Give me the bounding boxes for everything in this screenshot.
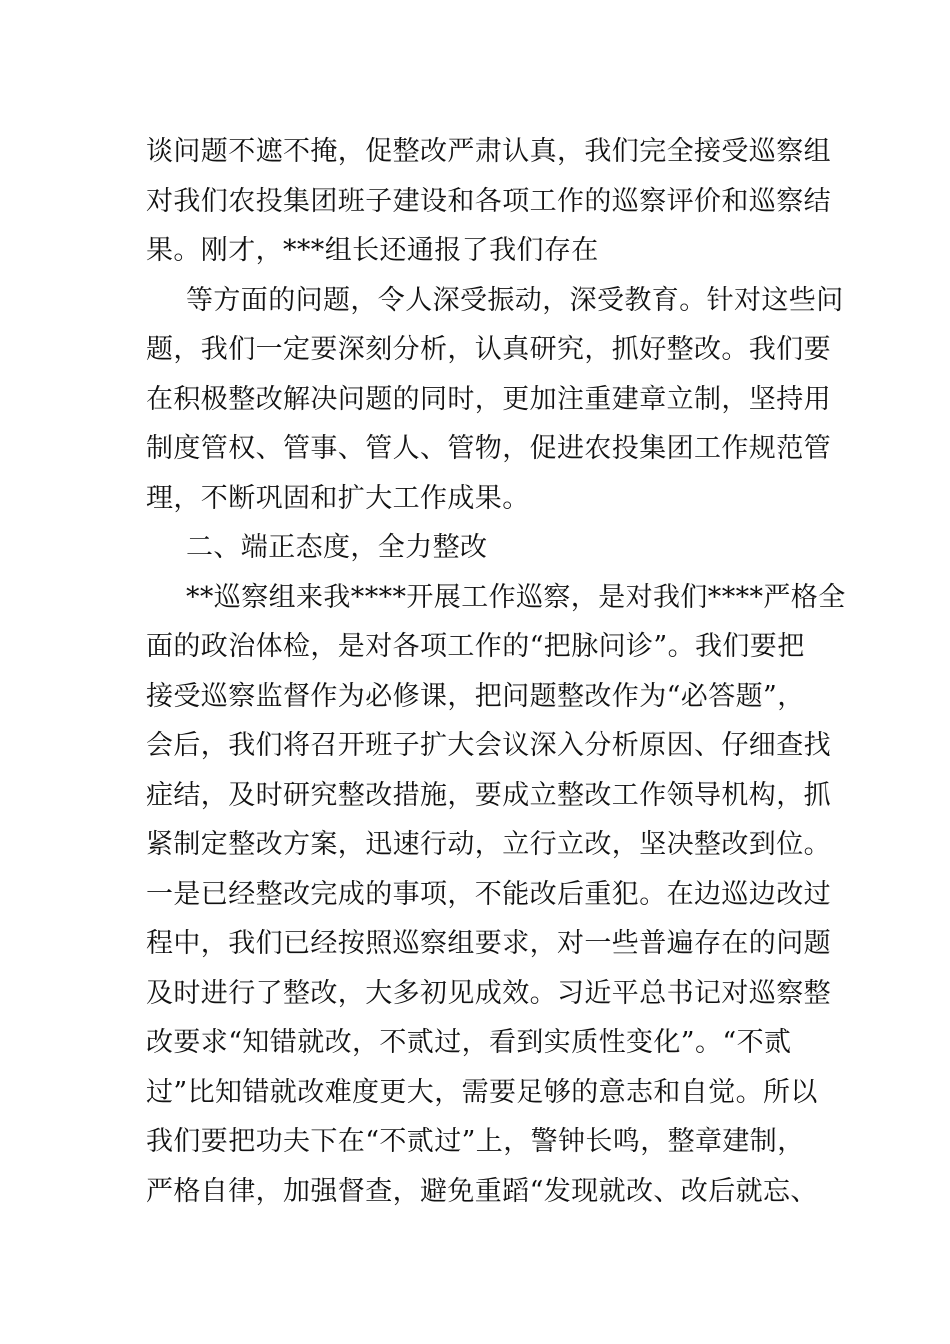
text-line: 接受巡察监督作为必修课，把问题整改作为“必答题”， [146,681,805,712]
text-line: 理，不断巩固和扩大工作成果。 [146,483,530,514]
section-heading: 二、端正态度，全力整改 [186,532,488,563]
text-line: 严格自律，加强督查，避免重蹈“发现就改、改后就忘、 [146,1176,818,1207]
text-line: 症结，及时研究整改措施，要成立整改工作领导机构，抓 [146,780,831,811]
text-line: 等方面的问题，令人深受振动，深受教育。针对这些问 [186,285,844,316]
text-line: 在积极整改解决问题的同时，更加注重建章立制，坚持用 [146,384,831,415]
text-line: 面的政治体检，是对各项工作的“把脉问诊”。我们要把 [146,631,805,662]
text-line: 制度管权、管事、管人、管物，促进农投集团工作规范管 [146,433,831,464]
text-line: 紧制定整改方案，迅速行动，立行立改，坚决整改到位。 [146,829,831,860]
text-line: 对我们农投集团班子建设和各项工作的巡察评价和巡察结 [146,186,831,217]
text-line: **巡察组来我****开展工作巡察，是对我们****严格全 [186,582,846,613]
text-line: 会后，我们将召开班子扩大会议深入分析原因、仔细查找 [146,730,831,761]
text-line: 一是已经整改完成的事项，不能改后重犯。在边巡边改过 [146,879,831,910]
text-line: 我们要把功夫下在“不贰过”上，警钟长鸣，整章建制， [146,1126,805,1157]
text-line: 果。刚才，***组长还通报了我们存在 [146,235,599,266]
text-line: 题，我们一定要深刻分析，认真研究，抓好整改。我们要 [146,334,831,365]
text-line: 改要求“知错就改，不贰过，看到实质性变化”。“不贰 [146,1027,792,1058]
text-line: 谈问题不遮不掩，促整改严肃认真，我们完全接受巡察组 [146,136,831,167]
text-line: 过”比知错就改难度更大，需要足够的意志和自觉。所以 [146,1077,818,1108]
text-line: 程中，我们已经按照巡察组要求，对一些普遍存在的问题 [146,928,831,959]
text-line: 及时进行了整改，大多初见成效。习近平总书记对巡察整 [146,978,831,1009]
